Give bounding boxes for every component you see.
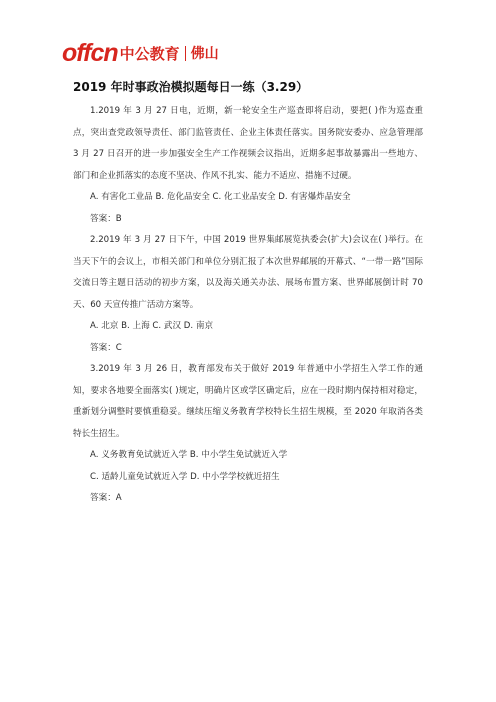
question-3-options-ab: A. 义务教育免试就近入学 B. 中小学生免试就近入学 <box>90 450 288 460</box>
question-2-answer: 答案：C <box>90 342 122 353</box>
question-3-answer: 答案：A <box>90 493 122 503</box>
question-2-text: 2.2019 年 3 月 27 日下午，中国 2019 世界集邮展览执委会(扩大)会议在( )举行。在当天下午的会议上，市相关部门和单位分别汇报了本次世界邮展的开幕式、“一带一路”国际交流日等主题日活动的初步方案，以及海关通关办法、展场布置方案、世界邮展倒计时 70 天、60 天宣传推广活动方案等。 <box>73 235 423 310</box>
question-1-text: 1.2019 年 3 月 27 日电，近期，新一轮安全生产巡查即将启动，要把( )作为巡查重点，突出查党政领导责任、部门监管责任、企业主体责任落实。国务院安委办、应急管理部 3 月 27 日召开的进一步加强安全生产工作视频会议指出，近期多起事故暴露出一些地方、部门和企业抓落实的态度不坚决、作风不扎实、能力不适应、措施不过硬。 <box>73 106 423 181</box>
offcn-logo <box>62 40 219 66</box>
question-1-options: A. 有害化工业品 B. 危化品安全 C. 化工业品安全 D. 有害爆炸品安全 <box>90 192 351 202</box>
logo-brand-en: offcn <box>62 38 118 67</box>
question-2-options: A. 北京 B. 上海 C. 武汉 D. 南京 <box>90 321 214 331</box>
question-3-options-cd: C. 适龄儿童免试就近入学 D. 中小学学校就近招生 <box>90 471 280 482</box>
question-1-answer: 答案：B <box>90 213 122 224</box>
logo-divider <box>185 46 186 61</box>
logo-city: 佛山 <box>190 46 219 62</box>
logo-brand-cn: 中公教育 <box>119 44 180 63</box>
document-title: 2019 年时事政治模拟题每日一练（3.29） <box>73 80 309 94</box>
document-body <box>73 101 423 510</box>
question-3-text: 3.2019 年 3 月 26 日，教育部发布关于做好 2019 年普通中小学招生入学工作的通知，要求各地要全面落实( )规定，明确片区或学区确定后，应在一段时期内保持相对稳定，重新划分调整时要慎重稳妥。继续压缩义务教育学校特长生招生规模，至 2020 年取消各类特长生招生。 <box>73 364 423 439</box>
